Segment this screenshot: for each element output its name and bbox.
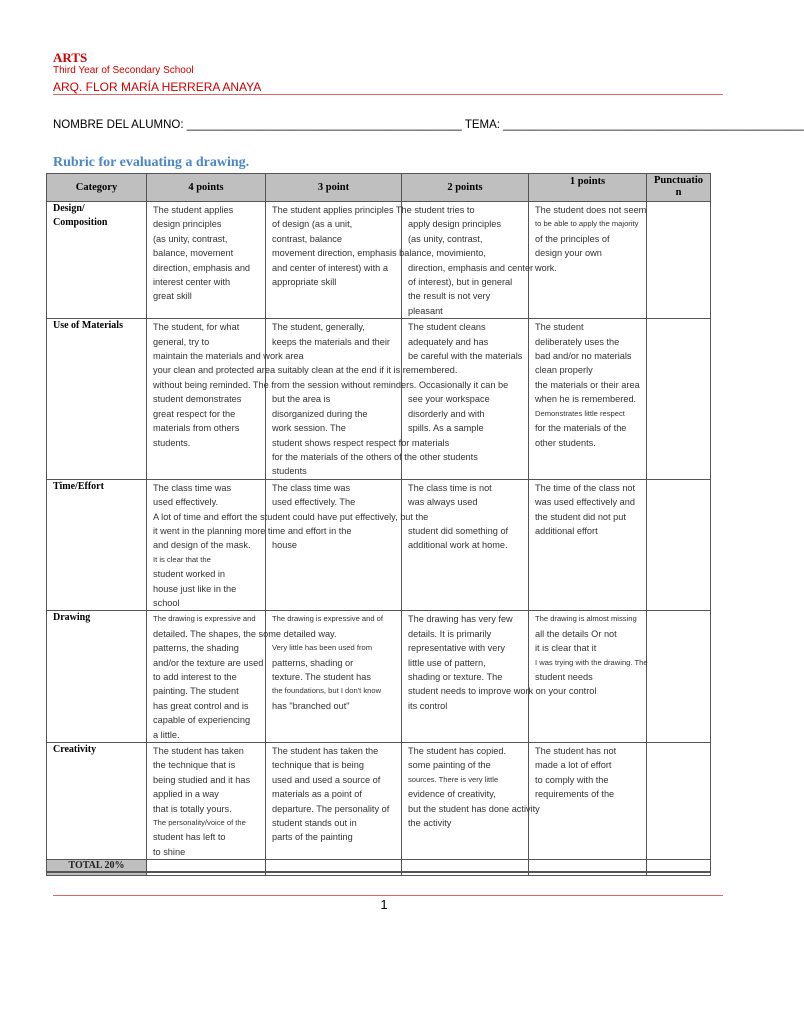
criteria-line: of interest), but in general: [408, 277, 513, 288]
criteria-line: but the area is: [272, 394, 331, 405]
category-cell: [47, 611, 147, 743]
criteria-line: and design of the mask.: [153, 540, 251, 551]
criteria-cell-c2: [402, 202, 534, 319]
criteria-line: disorderly and with: [408, 408, 485, 419]
criteria-line: The student has taken: [153, 746, 244, 757]
criteria-line: the materials or their area: [535, 379, 640, 390]
criteria-line: The personality/voice of the: [153, 818, 246, 828]
category-label: Creativity: [53, 744, 97, 756]
criteria-line: parts of the painting: [272, 832, 353, 843]
criteria-line: evidence of creativity,: [408, 789, 496, 800]
criteria-line: of the principles of: [535, 233, 610, 244]
criteria-line: to add interest to the: [153, 672, 237, 682]
criteria-cell-c1: [529, 479, 647, 611]
criteria-line: The time of the class not: [535, 482, 636, 493]
criteria-line: the student did not put: [535, 511, 626, 522]
author-name: ARQ. FLOR MARÍA HERRERA ANAYA: [53, 80, 262, 94]
criteria-line: the technique that is: [153, 760, 236, 771]
criteria-line: little use of pattern,: [408, 657, 486, 668]
criteria-line: your clean and protected area suitably clean at the end if it is remembered.: [153, 365, 458, 376]
criteria-line: The student does not seem: [535, 205, 647, 215]
criteria-line: additional effort: [535, 525, 598, 536]
criteria-line: work.: [535, 262, 557, 273]
category-label: Composition: [53, 217, 108, 228]
criteria-line: movement direction, emphasis balance, movimiento,: [272, 248, 486, 259]
criteria-line: house: [272, 540, 298, 551]
table-row: [47, 319, 711, 479]
total-cell: [529, 860, 647, 876]
criteria-line: has great control and is: [153, 700, 249, 711]
criteria-line: school: [153, 597, 180, 608]
criteria-line: that is totally yours.: [153, 803, 232, 814]
criteria-line: sources. There is very little: [408, 774, 499, 784]
criteria-line: student worked in: [153, 569, 226, 580]
document-header: [53, 50, 723, 95]
criteria-line: representative with very: [408, 643, 506, 654]
criteria-line: to be able to apply the majority: [535, 219, 639, 229]
table-bottom-border: [46, 871, 710, 873]
criteria-line: Demonstrates little respect: [535, 408, 625, 418]
footer-divider: [53, 895, 723, 896]
criteria-line: A lot of time and effort the student could have put effectively, but the: [153, 511, 429, 522]
criteria-line: when he is remembered.: [535, 394, 637, 405]
student-info-line: [53, 119, 804, 131]
header-punctuation: [647, 174, 711, 202]
criteria-line: keeps the materials and their: [272, 336, 390, 347]
criteria-cell-c2: [402, 479, 529, 611]
criteria-line: all the details Or not: [535, 628, 617, 639]
criteria-line: spills. As a sample: [408, 423, 484, 434]
criteria-line: for the materials of the others of the other students: [272, 451, 478, 462]
page-number: 1: [380, 897, 388, 912]
score-cell[interactable]: [647, 611, 711, 743]
criteria-cell-c1: [529, 743, 647, 860]
criteria-line: appropriate skill: [272, 277, 337, 288]
criteria-line: made a lot of effort: [535, 760, 612, 771]
criteria-line: design your own: [535, 248, 602, 259]
criteria-line: used effectively.: [153, 497, 219, 508]
criteria-line: maintain the materials and work area: [153, 351, 304, 362]
criteria-line: of design (as a unit,: [272, 219, 353, 230]
table-row: [47, 202, 711, 319]
score-cell[interactable]: [647, 202, 711, 319]
criteria-line: but the student has done activity: [408, 803, 540, 814]
criteria-line: the activity: [408, 818, 452, 829]
grade-subtitle: Third Year of Secondary School: [53, 65, 194, 76]
rubric-table: [46, 173, 711, 876]
criteria-line: applied in a way: [153, 789, 219, 800]
criteria-line: great respect for the: [153, 408, 236, 419]
criteria-line: student shows respect respect for materials: [272, 437, 450, 448]
criteria-cell-c3: [266, 479, 402, 611]
criteria-line: deliberately uses the: [535, 336, 620, 347]
criteria-line: adequately and has: [408, 336, 489, 347]
criteria-line: disorganized during the: [272, 408, 368, 419]
criteria-line: be careful with the materials: [408, 351, 523, 362]
criteria-line: I was trying with the drawing. The: [535, 657, 648, 667]
category-cell: [47, 743, 147, 860]
rubric-title: Rubric for evaluating a drawing.: [53, 155, 250, 170]
table-row: [47, 479, 711, 611]
criteria-line: materials as a point of: [272, 789, 362, 800]
criteria-cell-c1: [529, 202, 647, 319]
criteria-line: student demonstrates: [153, 394, 242, 405]
criteria-cell-c4: [147, 743, 266, 860]
criteria-line: The student has not: [535, 746, 617, 757]
criteria-line: design principles: [153, 219, 222, 230]
criteria-cell-c2: [402, 743, 540, 860]
criteria-line: see your workspace: [408, 394, 490, 405]
total-cell: [266, 860, 402, 876]
student-name-label: NOMBRE DEL ALUMNO:: [53, 119, 184, 131]
criteria-line: texture. The student has: [272, 672, 371, 682]
criteria-line: being studied and it has: [153, 774, 251, 785]
criteria-line: house just like in the: [153, 583, 237, 594]
criteria-cell-c1: [529, 611, 647, 743]
criteria-line: direction, emphasis and center: [408, 262, 534, 273]
header-divider: [53, 94, 723, 95]
criteria-line: materials from others: [153, 423, 240, 434]
criteria-line: The student applies: [153, 205, 234, 215]
criteria-line: The student has copied.: [408, 746, 507, 757]
criteria-line: contrast, balance: [272, 233, 342, 244]
score-cell[interactable]: [647, 319, 711, 479]
criteria-line: its control: [408, 700, 448, 711]
criteria-line: has "branched out": [272, 700, 350, 711]
category-label: Design/: [53, 203, 85, 214]
criteria-line: The student, generally,: [272, 322, 365, 333]
theme-blank: _______________________________________________: [503, 119, 804, 131]
criteria-line: (as unity, contrast,: [153, 233, 228, 244]
criteria-line: was used effectively and: [535, 497, 635, 508]
table-row: [47, 743, 711, 860]
criteria-line: pleasant: [408, 305, 443, 316]
criteria-line: was always used: [408, 497, 478, 508]
criteria-line: (as unity, contrast,: [408, 233, 483, 244]
header-4-points: 4 points: [147, 174, 266, 202]
criteria-line: some painting of the: [408, 760, 491, 771]
criteria-line: apply design principles: [408, 219, 501, 230]
criteria-line: patterns, the shading: [153, 643, 239, 654]
criteria-line: The class time is not: [408, 482, 492, 493]
criteria-cell-c4: [147, 202, 266, 319]
total-cell: [647, 860, 711, 876]
criteria-line: used and used a source of: [272, 774, 381, 785]
header-3-point: 3 point: [266, 174, 402, 202]
category-cell: [47, 202, 147, 319]
criteria-line: to comply with the: [535, 774, 609, 785]
total-cell: [147, 860, 266, 876]
criteria-line: interest center with: [153, 277, 231, 288]
criteria-line: The drawing has very few: [408, 614, 513, 625]
total-label: TOTAL 20%: [47, 860, 147, 876]
student-name-blank: ___________________________________________: [186, 119, 462, 131]
criteria-line: the result is not very: [408, 291, 491, 302]
criteria-line: additional work at home.: [408, 540, 508, 551]
criteria-line: balance, movement: [153, 248, 234, 259]
criteria-line: and center of interest) with a: [272, 262, 388, 273]
score-cell[interactable]: [647, 479, 711, 611]
criteria-line: The class time was: [272, 482, 351, 493]
criteria-line: it is clear that it: [535, 643, 597, 654]
theme-label: TEMA:: [464, 119, 500, 131]
criteria-line: direction, emphasis and: [153, 262, 251, 273]
criteria-line: bad and/or no materials: [535, 351, 632, 362]
criteria-line: details. It is primarily: [408, 628, 492, 639]
criteria-line: shading or texture. The: [408, 672, 503, 682]
criteria-line: the foundations, but I don't know: [272, 686, 382, 696]
criteria-line: The student: [535, 322, 584, 333]
criteria-line: The drawing is almost missing: [535, 614, 637, 624]
criteria-line: patterns, shading or: [272, 657, 354, 668]
criteria-line: The student cleans: [408, 322, 486, 333]
total-row: [47, 860, 711, 876]
category-label: Time/Effort: [53, 480, 104, 492]
category-cell: [47, 479, 147, 611]
category-cell: [47, 319, 147, 479]
criteria-line: Very little has been used from: [272, 643, 373, 653]
criteria-line: clean properly: [535, 365, 593, 376]
header-2-points: 2 points: [402, 174, 529, 202]
subject-title: ARTS: [53, 50, 88, 65]
rubric-header-row: [47, 174, 711, 202]
criteria-line: it went in the planning more time and effort in the: [153, 525, 352, 536]
criteria-line: painting. The student: [153, 686, 239, 697]
criteria-line: great skill: [153, 291, 192, 302]
header-category: Category: [47, 174, 147, 202]
criteria-line: students.: [153, 437, 191, 448]
criteria-line: capable of experiencing: [153, 715, 251, 726]
criteria-line: to shine: [153, 846, 186, 857]
category-label: Use of Materials: [53, 320, 123, 332]
criteria-line: general, try to: [153, 336, 210, 347]
total-cell: [402, 860, 529, 876]
header-punctuation-b: n: [675, 187, 682, 198]
criteria-line: departure. The personality of: [272, 803, 390, 814]
criteria-line: requirements of the: [535, 789, 615, 800]
criteria-cell-c3: [266, 743, 402, 860]
criteria-line: and/or the texture are used: [153, 657, 264, 668]
score-cell[interactable]: [647, 743, 711, 860]
criteria-line: student needs to improve work on your control: [408, 686, 597, 697]
criteria-line: student stands out in: [272, 818, 357, 829]
criteria-line: The drawing is expressive and: [153, 614, 256, 624]
criteria-line: a little.: [153, 729, 180, 740]
criteria-line: other students.: [535, 437, 596, 448]
header-punctuation-a: Punctuatio: [653, 175, 703, 186]
criteria-line: student needs: [535, 672, 593, 682]
criteria-line: The student has taken the: [272, 746, 379, 757]
criteria-line: for the materials of the: [535, 423, 627, 434]
criteria-line: technique that is being: [272, 760, 364, 771]
criteria-line: student has left to: [153, 832, 226, 843]
criteria-line: The class time was: [153, 482, 232, 493]
criteria-line: students: [272, 466, 307, 477]
criteria-cell-c1: [529, 319, 647, 479]
criteria-line: The student applies principles The student tries to: [272, 205, 475, 215]
header-1-points: 1 points: [529, 174, 647, 202]
criteria-line: without being reminded. The from the session without reminders. Occasionally it can be: [153, 379, 509, 390]
criteria-line: detailed. The shapes, the some detailed way.: [153, 628, 337, 639]
criteria-line: used effectively. The: [272, 497, 356, 508]
criteria-line: student did something of: [408, 525, 509, 536]
criteria-line: The drawing is expressive and of: [272, 614, 384, 624]
criteria-line: The student, for what: [153, 322, 240, 333]
criteria-line: It is clear that the: [153, 554, 211, 564]
table-row: [47, 611, 711, 743]
criteria-line: work session. The: [272, 423, 346, 434]
category-label: Drawing: [53, 612, 91, 624]
